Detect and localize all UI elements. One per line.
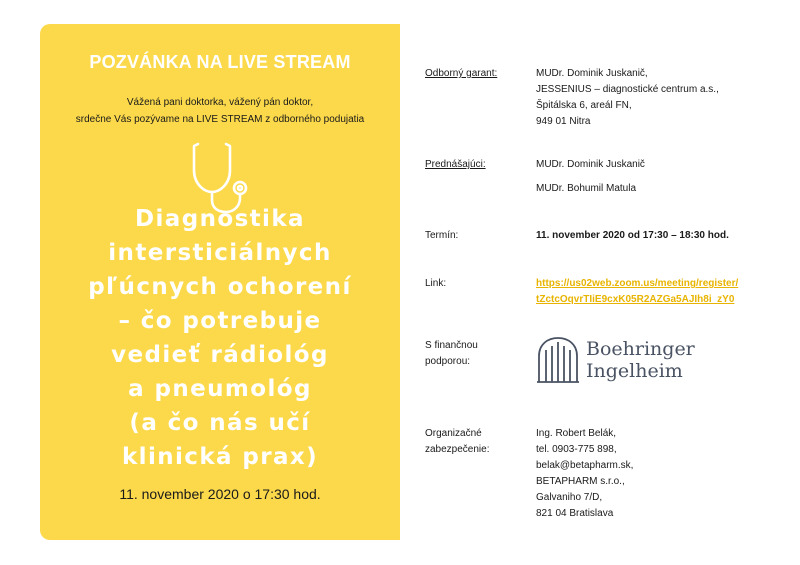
event-title [40, 202, 400, 474]
lecturer-line: MUDr. Bohumil Matula [536, 183, 637, 194]
title-line: pľúcnych ochorení [88, 274, 352, 300]
lecturer-line: MUDr. Dominik Juskanič [536, 159, 645, 170]
organizer-email[interactable]: belak@betapharm.sk, [536, 460, 634, 471]
term-label: Termín: [425, 230, 459, 241]
lecturers-label: Prednášajúci: [425, 159, 486, 170]
garant-value [536, 66, 776, 130]
organizer-label [425, 426, 525, 458]
title-line: Diagnostika [135, 206, 305, 232]
logo-text [586, 338, 695, 382]
organizer-value [536, 426, 776, 522]
garant-line: MUDr. Dominik Juskanič, [536, 68, 648, 79]
greeting-line: srdečne Vás pozývame na LIVE STREAM z odborného podujatia [75, 114, 365, 125]
logo-text-line: Ingelheim [586, 360, 683, 382]
organizer-line: tel. 0903-775 898, [536, 444, 617, 455]
title-line: – čo potrebuje [118, 308, 322, 334]
garant-label: Odborný garant: [425, 68, 498, 79]
organizer-line: Ing. Robert Belák, [536, 428, 617, 439]
support-label-line: podporou: [425, 356, 471, 367]
organizer-label-line: zabezpečenie: [425, 444, 490, 455]
lecturers-value [536, 157, 776, 197]
support-label [425, 338, 525, 370]
greeting-line: Vážená pani doktorka, vážený pán doktor, [126, 97, 314, 108]
meeting-link-line[interactable]: tZctcOqvrTIiE9cxK05R2AZGa5AJIh8i_zY0 [536, 294, 735, 305]
organizer-line: BETAPHARM s.r.o., [536, 476, 625, 487]
garant-line: Špitálska 6, areál FN, [536, 100, 632, 111]
logo-emblem-icon [536, 336, 580, 384]
logo-text-line: Boehringer [586, 338, 695, 360]
event-date: 11. november 2020 o 17:30 hod. [119, 486, 321, 502]
invitation-header: POZVÁNKA NA LIVE STREAM [89, 52, 351, 72]
title-line: klinická prax) [121, 444, 319, 470]
garant-line: 949 01 Nitra [536, 116, 591, 127]
garant-line: JESSENIUS – diagnostické centrum a.s., [536, 84, 719, 95]
title-line: a pneumológ [128, 376, 312, 402]
organizer-line: 821 04 Bratislava [536, 508, 614, 519]
link-label: Link: [425, 278, 447, 289]
meeting-link[interactable] [536, 276, 776, 308]
invitation-panel [40, 24, 400, 540]
organizer-label-line: Organizačné [425, 428, 482, 439]
title-line: (a čo nás učí [129, 410, 311, 436]
title-line: intersticiálnych [108, 240, 332, 266]
term-value: 11. november 2020 od 17:30 – 18:30 hod. [536, 230, 729, 241]
meeting-link-line[interactable]: https://us02web.zoom.us/meeting/register/ [536, 278, 739, 289]
boehringer-ingelheim-logo [536, 336, 736, 388]
title-line: vedieť rádiológ [111, 342, 329, 368]
support-label-line: S finančnou [425, 340, 478, 351]
greeting [40, 94, 400, 128]
organizer-line: Galvaniho 7/D, [536, 492, 603, 503]
